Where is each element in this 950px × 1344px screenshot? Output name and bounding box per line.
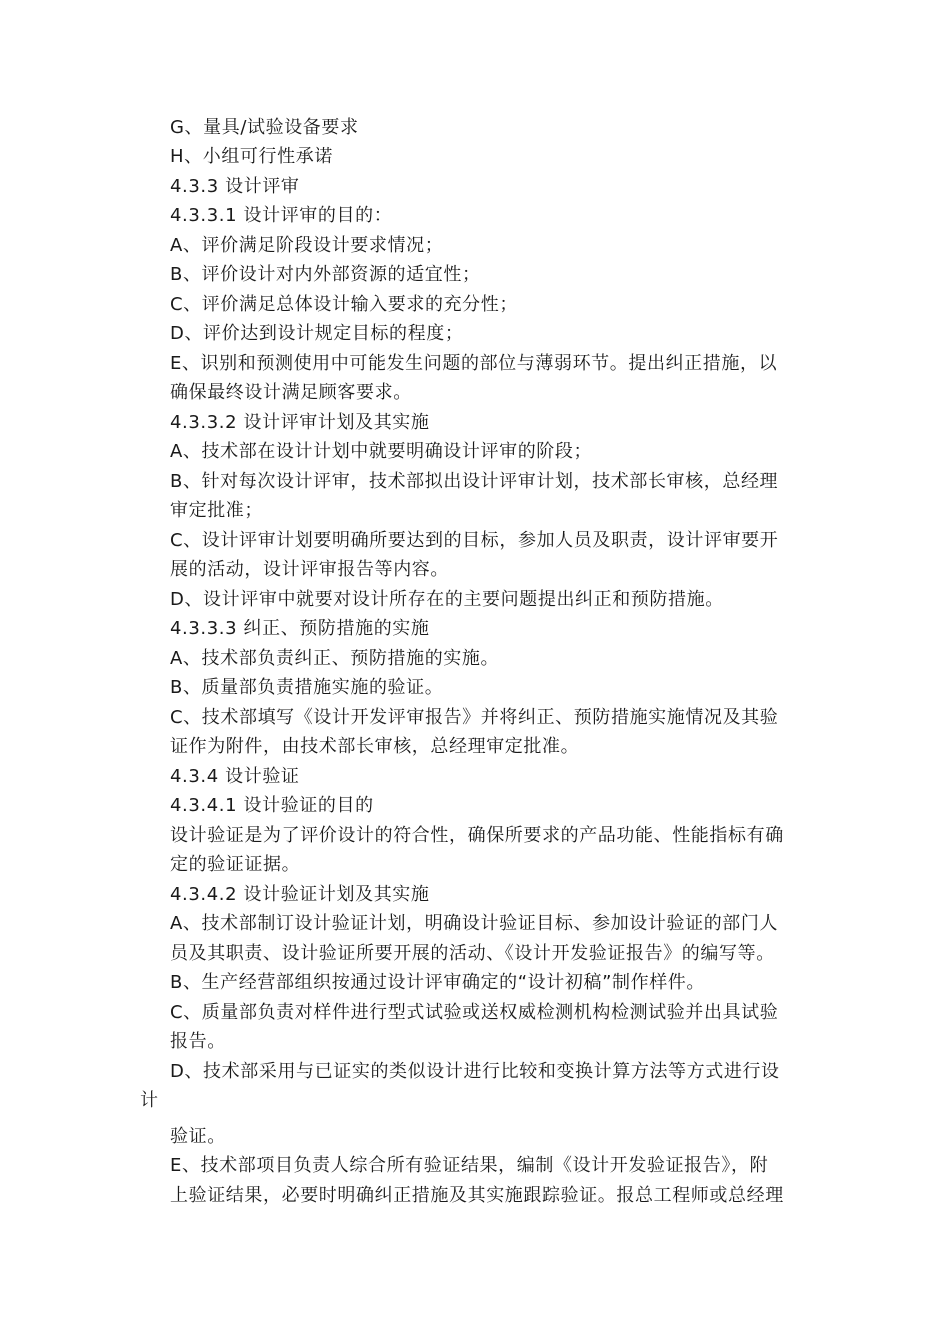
text-line: A、技术部在设计计划中就要明确设计评审的阶段； [170, 441, 593, 462]
subsection-heading: 4.3.3.1 设计评审的目的： [170, 205, 393, 226]
text-line: D、设计评审中就要对设计所存在的主要问题提出纠正和预防措施。 [170, 589, 724, 610]
text-line: C、设计评审计划要明确所要达到的目标，参加人员及职责，设计评审要开 [170, 530, 779, 551]
text-line: 验证。 [170, 1126, 226, 1147]
text-line: 报告。 [170, 1031, 226, 1052]
text-line: 展的活动，设计评审报告等内容。 [170, 559, 449, 580]
text-line: E、技术部项目负责人综合所有验证结果，编制《设计开发验证报告》，附 [170, 1155, 769, 1176]
subsection-heading: 4.3.3.2 设计评审计划及其实施 [170, 412, 430, 433]
text-line: 审定批准； [170, 500, 263, 521]
text-line: A、技术部负责纠正、预防措施的实施。 [170, 648, 500, 669]
text-line: 设计验证是为了评价设计的符合性，确保所要求的产品功能、性能指标有确 [170, 825, 784, 846]
text-line: E、识别和预测使用中可能发生问题的部位与薄弱环节。提出纠正措施，以 [170, 353, 778, 374]
text-line: 确保最终设计满足顾客要求。 [170, 382, 412, 403]
subsection-heading: 4.3.4.2 设计验证计划及其实施 [170, 884, 430, 905]
text-line: H、小组可行性承诺 [170, 146, 333, 167]
text-line: C、质量部负责对样件进行型式试验或送权威检测机构检测试验并出具试验 [170, 1002, 779, 1023]
text-line: 定的验证证据。 [170, 854, 301, 875]
section-heading: 4.3.3 设计评审 [170, 176, 300, 197]
text-line: 员及其职责、设计验证所要开展的活动、《设计开发验证报告》的编写等。 [170, 943, 775, 964]
text-line: A、技术部制订设计验证计划，明确设计验证目标、参加设计验证的部门人 [170, 913, 779, 934]
text-line: B、针对每次设计评审，技术部拟出设计评审计划，技术部长审核，总经理 [170, 471, 779, 492]
text-line: B、生产经营部组织按通过设计评审确定的“设计初稿”制作样件。 [170, 972, 705, 993]
subsection-heading: 4.3.3.3 纠正、预防措施的实施 [170, 618, 430, 639]
text-line: C、技术部填写《设计开发评审报告》并将纠正、预防措施实施情况及其验 [170, 707, 779, 728]
text-line: B、质量部负责措施实施的验证。 [170, 677, 444, 698]
text-line: A、评价满足阶段设计要求情况； [170, 235, 444, 256]
subsection-heading: 4.3.4.1 设计验证的目的 [170, 795, 374, 816]
text-line: 计 [140, 1090, 159, 1111]
text-line: B、评价设计对内外部资源的适宜性； [170, 264, 481, 285]
text-line: 证作为附件，由技术部长审核，总经理审定批准。 [170, 736, 580, 757]
text-line: 上验证结果，必要时明确纠正措施及其实施跟踪验证。报总工程师或总经理 [170, 1185, 784, 1206]
text-line: D、技术部采用与已证实的类似设计进行比较和变换计算方法等方式进行设 [170, 1061, 780, 1082]
text-line: G、量具/试验设备要求 [170, 117, 359, 138]
text-line: D、评价达到设计规定目标的程度； [170, 323, 464, 344]
text-line: C、评价满足总体设计输入要求的充分性； [170, 294, 518, 315]
section-heading: 4.3.4 设计验证 [170, 766, 300, 787]
